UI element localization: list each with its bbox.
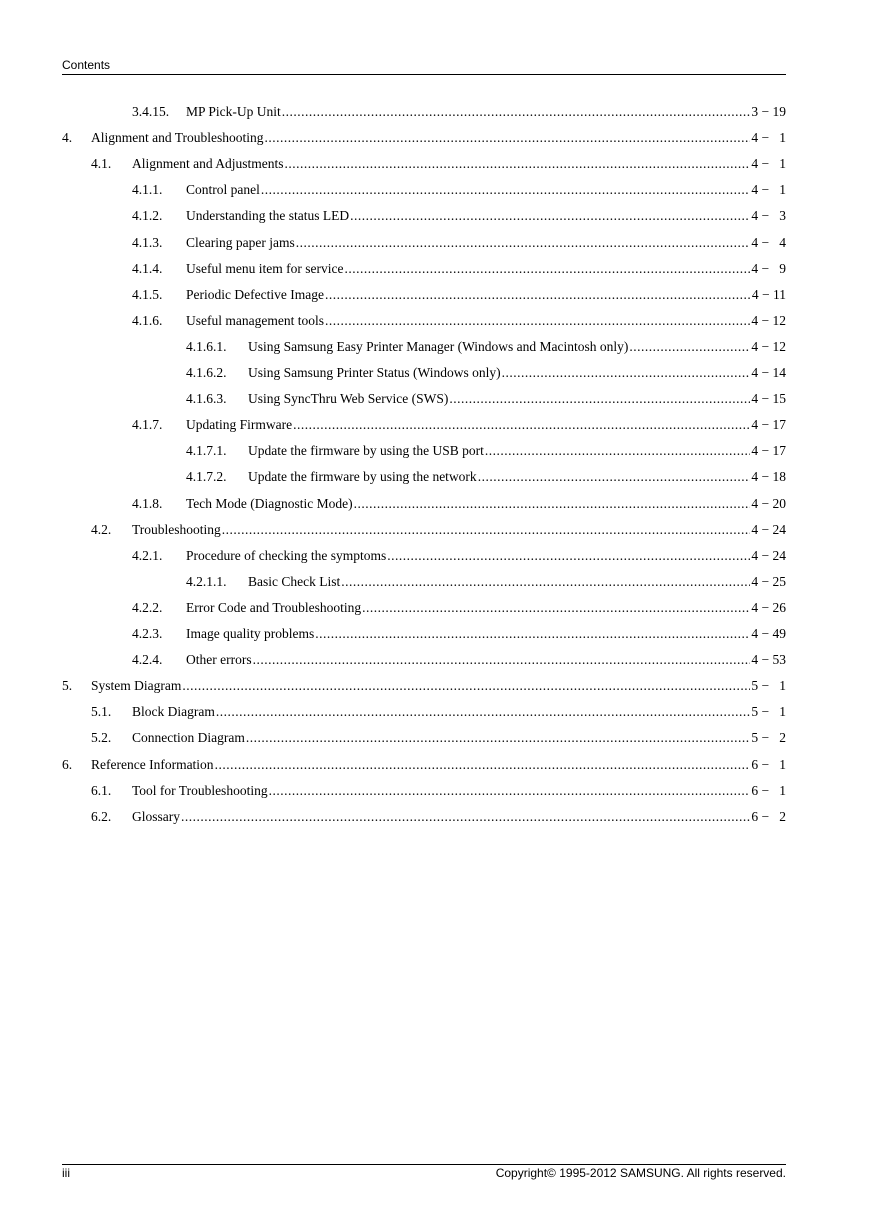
toc-entry-page: 6 − 1: [751, 756, 786, 772]
toc-entry-title: Procedure of checking the symptoms: [186, 547, 387, 563]
toc-entry-title: Clearing paper jams: [186, 234, 295, 250]
toc-entry-title: Basic Check List: [248, 573, 341, 589]
toc-entry-number: 4.1.7.2.: [186, 469, 227, 485]
toc-entry-number: 6.1.: [91, 782, 112, 798]
toc-entry-title: Useful menu item for service: [186, 260, 344, 276]
toc-entry-number: 4.1.: [91, 156, 112, 172]
toc-dot-leader: [216, 704, 751, 720]
toc-entry-page: 4 − 1: [751, 130, 786, 146]
toc-entry-page: 4 − 4: [751, 234, 786, 250]
toc-entry-number: 4.1.5.: [132, 286, 163, 302]
toc-entry-page: 4 − 15: [751, 391, 786, 407]
toc-entry-page: 3 − 19: [751, 104, 786, 119]
toc-entry-page: 4 − 49: [751, 626, 786, 641]
toc-entry-page: 4 − 1: [751, 182, 786, 198]
toc-entry-page: 4 − 12: [751, 312, 786, 328]
toc-dot-leader: [478, 469, 751, 485]
toc-dot-leader: [350, 208, 750, 224]
toc-entry[interactable]: [91, 783, 786, 801]
toc-entry-page: 4 − 18: [751, 469, 786, 485]
toc-dot-leader: [315, 626, 750, 642]
toc-dot-leader: [261, 182, 751, 198]
toc-entry-page: 4 − 3: [751, 208, 786, 224]
toc-entry[interactable]: [132, 182, 786, 200]
toc-entry-title: Useful management tools: [186, 312, 324, 328]
toc-dot-leader: [246, 730, 751, 746]
toc-entry-page: 4 − 20: [751, 495, 786, 511]
toc-entry-page: 5 − 1: [751, 678, 786, 694]
toc-dot-leader: [293, 417, 750, 433]
toc-entry[interactable]: [132, 600, 786, 618]
toc-entry-title: Tool for Troubleshooting: [132, 782, 268, 798]
toc-entry-number: 6.2.: [91, 808, 112, 824]
toc-dot-leader: [296, 235, 751, 251]
toc-entry-title: Using Samsung Printer Status (Windows only): [248, 365, 501, 380]
toc-entry[interactable]: [91, 522, 786, 540]
toc-dot-leader: [502, 365, 751, 381]
toc-dot-leader: [285, 156, 751, 172]
toc-entry-number: 4.1.8.: [132, 495, 163, 511]
toc-entry[interactable]: [186, 443, 786, 461]
toc-dot-leader: [387, 548, 750, 564]
toc-entry-number: 5.2.: [91, 730, 112, 746]
toc-dot-leader: [341, 574, 750, 590]
toc-dot-leader: [182, 678, 750, 694]
toc-dot-leader: [181, 809, 750, 825]
footer-page-number: iii: [62, 1166, 70, 1180]
toc-entry[interactable]: [62, 757, 786, 775]
toc-entry-page: 5 − 1: [751, 704, 786, 720]
toc-entry[interactable]: [91, 809, 786, 827]
toc-entry-page: 4 − 24: [751, 521, 786, 537]
toc-entry[interactable]: [132, 417, 786, 435]
footer-copyright: Copyright© 1995-2012 SAMSUNG. All rights reserved.: [495, 1166, 786, 1180]
toc-dot-leader: [265, 130, 751, 146]
toc-dot-leader: [325, 313, 750, 329]
toc-dot-leader: [269, 783, 751, 799]
toc-dot-leader: [485, 443, 751, 459]
toc-entry-number: 4.1.4.: [132, 260, 163, 276]
toc-entry-title: Error Code and Troubleshooting: [186, 599, 362, 615]
toc-entry[interactable]: [132, 652, 786, 670]
toc-entry-page: 4 − 53: [751, 652, 786, 668]
toc-entry-page: 6 − 2: [751, 808, 786, 824]
toc-entry-number: 4.2.1.1.: [186, 573, 227, 589]
toc-entry[interactable]: [186, 339, 786, 357]
toc-entry-title: Control panel: [186, 182, 260, 198]
toc-entry-number: 5.1.: [91, 704, 112, 720]
toc-dot-leader: [449, 391, 750, 407]
toc-entry[interactable]: [62, 130, 786, 148]
toc-entry-title: Update the firmware by using the network: [248, 469, 477, 485]
toc-entry-page: 4 − 12: [751, 338, 786, 354]
toc-entry-number: 4.1.1.: [132, 182, 163, 198]
toc-entry-title: Alignment and Troubleshooting: [91, 130, 264, 146]
toc-entry-number: 5.: [62, 678, 73, 694]
toc-dot-leader: [253, 652, 751, 668]
toc-entry-title: Image quality problems: [186, 626, 315, 641]
toc-dot-leader: [629, 339, 750, 355]
toc-entry[interactable]: [132, 261, 786, 279]
toc-dot-leader: [222, 522, 751, 538]
toc-entry-title: MP Pick-Up Unit: [186, 104, 281, 119]
toc-entry-title: Block Diagram: [132, 704, 215, 720]
toc-entry-title: Glossary: [132, 808, 180, 824]
toc-entry-number: 4.1.2.: [132, 208, 163, 224]
toc-entry[interactable]: [62, 678, 786, 696]
toc-dot-leader: [282, 104, 751, 120]
toc-entry-page: 4 − 9: [751, 260, 786, 276]
toc-entry-title: Using Samsung Easy Printer Manager (Windows and Macintosh only): [248, 338, 629, 354]
toc-entry-page: 6 − 1: [751, 782, 786, 798]
toc-entry-title: Tech Mode (Diagnostic Mode): [186, 495, 353, 511]
toc-entry-page: 4 − 11: [751, 286, 786, 302]
toc-entry-page: 4 − 26: [751, 599, 786, 615]
toc-entry-number: 6.: [62, 756, 73, 772]
toc-dot-leader: [344, 261, 750, 277]
toc-entry-number: 4.1.6.2.: [186, 365, 227, 380]
toc-entry-title: System Diagram: [91, 678, 182, 694]
toc-entry-number: 4.2.: [91, 521, 112, 537]
toc-entry[interactable]: [91, 704, 786, 722]
page-header-label: Contents: [62, 58, 111, 72]
toc-dot-leader: [215, 757, 751, 773]
toc-entry-title: Troubleshooting: [132, 521, 221, 537]
toc-entry-page: 4 − 14: [751, 365, 786, 380]
toc-entry-page: 5 − 2: [751, 730, 786, 746]
toc-entry-number: 4.1.7.1.: [186, 443, 227, 459]
toc-entry-number: 3.4.15.: [132, 104, 170, 119]
toc-entry[interactable]: [132, 626, 786, 644]
toc-entry[interactable]: [132, 313, 786, 331]
toc-entry-title: Other errors: [186, 652, 252, 668]
toc-entry-page: 4 − 17: [751, 417, 786, 433]
toc-entry-title: Using SyncThru Web Service (SWS): [248, 391, 449, 407]
toc-entry-number: 4.2.3.: [132, 626, 163, 641]
toc-entry[interactable]: [186, 574, 786, 592]
toc-dot-leader: [362, 600, 750, 616]
toc-entry-page: 4 − 24: [751, 547, 786, 563]
toc-entry-number: 4.1.6.: [132, 312, 163, 328]
toc-dot-leader: [354, 496, 751, 512]
toc-entry-title: Periodic Defective Image: [186, 286, 324, 302]
toc-entry[interactable]: [132, 208, 786, 226]
toc-entry-number: 4.2.2.: [132, 599, 163, 615]
toc-entry-number: 4.1.6.3.: [186, 391, 227, 407]
toc-entry-page: 4 − 1: [751, 156, 786, 172]
toc-entry-title: Connection Diagram: [132, 730, 245, 746]
toc-entry-page: 4 − 17: [751, 443, 786, 459]
toc-entry[interactable]: [132, 287, 786, 305]
toc-entry[interactable]: [132, 548, 786, 566]
toc-entry-title: Alignment and Adjustments: [132, 156, 284, 172]
toc-entry-number: 4.1.3.: [132, 234, 163, 250]
toc-entry[interactable]: [91, 156, 786, 174]
footer-divider: [62, 1164, 786, 1165]
toc-entry-number: 4.1.6.1.: [186, 338, 227, 354]
toc-dot-leader: [325, 287, 751, 303]
toc-entry[interactable]: [132, 496, 786, 514]
toc-entry-title: Understanding the status LED: [186, 208, 350, 224]
toc-entry[interactable]: [186, 365, 786, 383]
toc-entry-number: 4.1.7.: [132, 417, 163, 433]
toc-entry[interactable]: [186, 391, 786, 409]
header-divider: [62, 74, 786, 75]
toc-entry[interactable]: [132, 104, 786, 122]
toc-entry-title: Updating Firmware: [186, 417, 293, 433]
toc-entry-title: Update the firmware by using the USB port: [248, 443, 484, 459]
toc-entry-title: Reference Information: [91, 756, 214, 772]
toc-entry[interactable]: [91, 730, 786, 748]
toc-entry-number: 4.2.1.: [132, 547, 163, 563]
toc-entry-number: 4.: [62, 130, 73, 146]
toc-entry[interactable]: [132, 235, 786, 253]
toc-entry-page: 4 − 25: [751, 573, 786, 589]
toc-entry-number: 4.2.4.: [132, 652, 163, 668]
toc-entry[interactable]: [186, 469, 786, 487]
